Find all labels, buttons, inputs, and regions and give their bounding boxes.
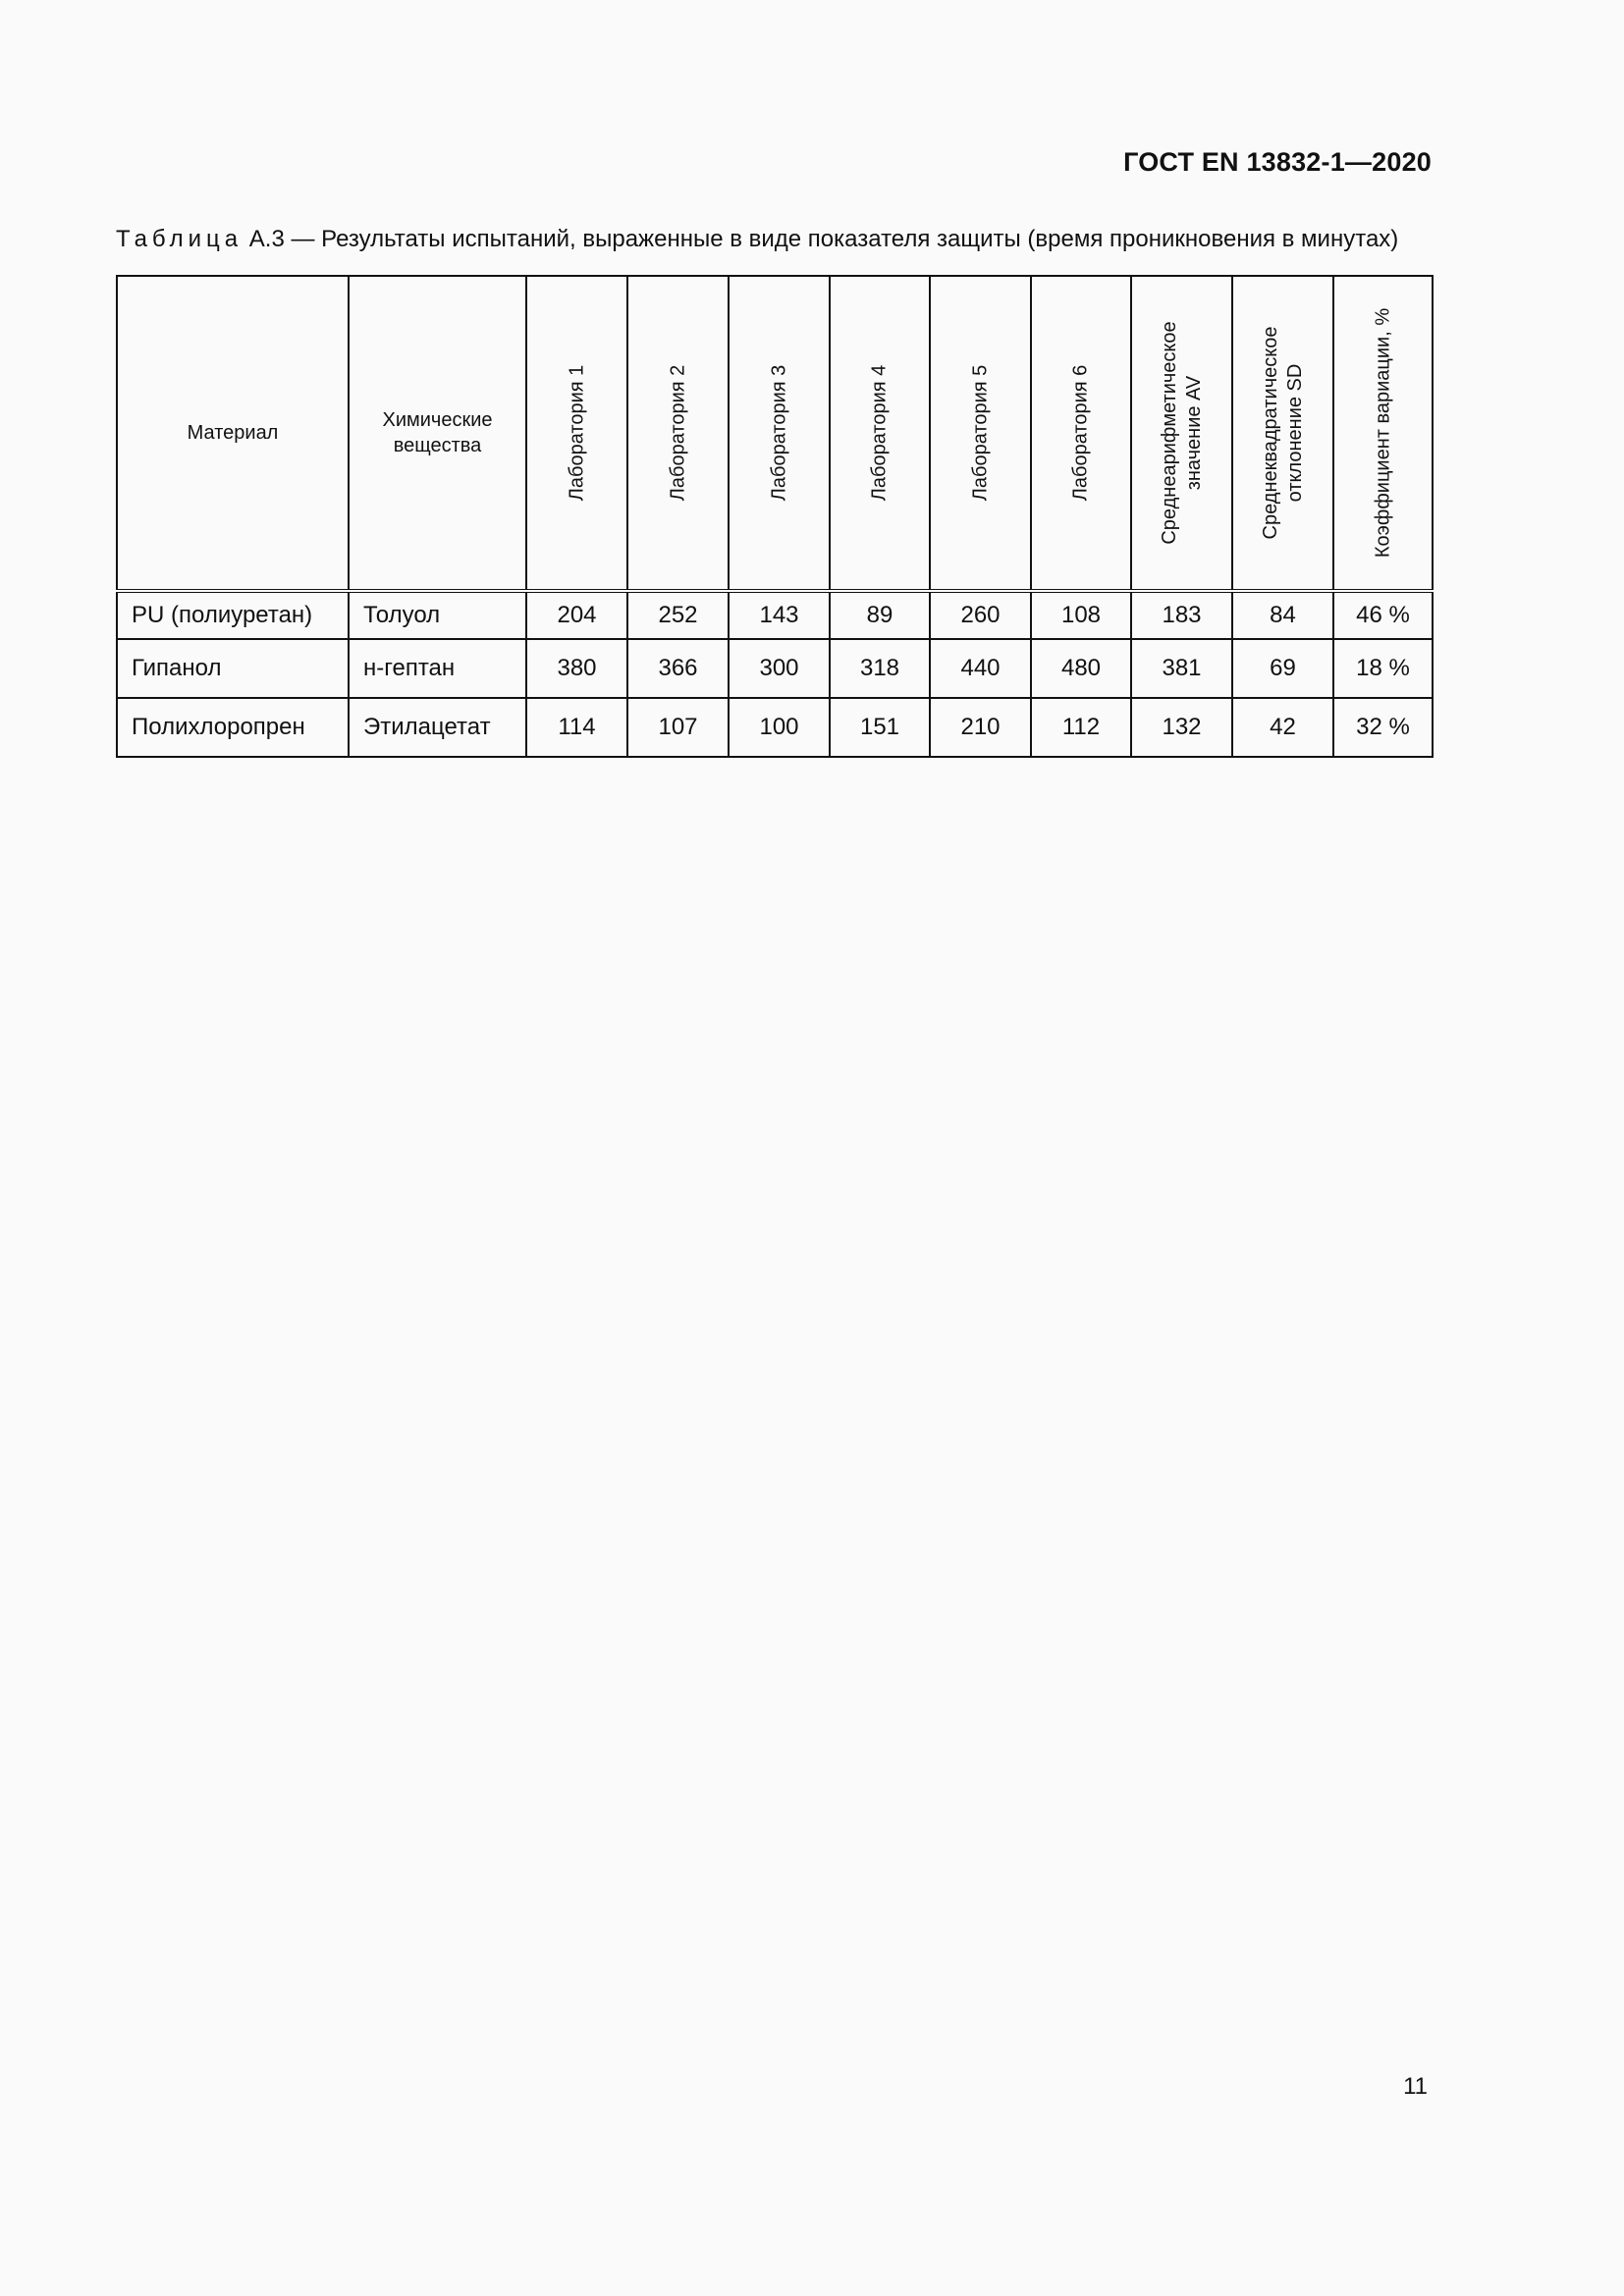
column-header-lab-1 — [526, 276, 627, 591]
column-header-variation — [1333, 276, 1433, 591]
cell-average: 381 — [1131, 639, 1232, 698]
cell-material: PU (полиуретан) — [117, 591, 349, 639]
column-header-lab-3 — [729, 276, 830, 591]
column-header-lab-4 — [830, 276, 930, 591]
cell-average: 183 — [1131, 591, 1232, 639]
column-header-std-dev — [1232, 276, 1333, 591]
table-caption-text: — Результаты испытаний, выраженные в виде показателя защиты (время проникновения в минутах) — [284, 226, 1399, 252]
table-caption-number: А.3 — [248, 226, 285, 252]
cell-lab-4: 89 — [830, 591, 930, 639]
cell-lab-2: 107 — [627, 698, 729, 757]
cell-lab-3: 143 — [729, 591, 830, 639]
table-row — [117, 591, 1433, 639]
column-header-variation-label: Коэффициент вариации, % — [1372, 307, 1393, 559]
column-header-average-label: Среднеарифметическое значение AV — [1158, 321, 1205, 545]
cell-lab-5: 260 — [930, 591, 1031, 639]
document-code: ГОСТ EN 13832-1—2020 — [1123, 147, 1432, 177]
cell-chemical: Этилацетат — [349, 698, 526, 757]
cell-variation: 18 % — [1333, 639, 1433, 698]
cell-chemical: Толуол — [349, 591, 526, 639]
cell-lab-5: 440 — [930, 639, 1031, 698]
cell-chemical: н-гептан — [349, 639, 526, 698]
cell-lab-3: 100 — [729, 698, 830, 757]
table-caption — [116, 226, 1432, 253]
column-header-lab-3-label: Лаборатория 3 — [768, 364, 789, 502]
cell-std-dev: 69 — [1232, 639, 1333, 698]
column-header-average — [1131, 276, 1232, 591]
cell-material: Гипанол — [117, 639, 349, 698]
column-header-lab-1-label: Лаборатория 1 — [566, 364, 587, 502]
page-number: 11 — [1403, 2073, 1428, 2100]
cell-lab-6: 108 — [1031, 591, 1131, 639]
column-header-lab-6 — [1031, 276, 1131, 591]
cell-std-dev: 84 — [1232, 591, 1333, 639]
cell-lab-1: 204 — [526, 591, 627, 639]
cell-average: 132 — [1131, 698, 1232, 757]
column-header-lab-2-label: Лаборатория 2 — [667, 364, 688, 502]
column-header-chemicals: Химические вещества — [349, 276, 526, 591]
cell-lab-2: 252 — [627, 591, 729, 639]
cell-variation: 32 % — [1333, 698, 1433, 757]
table-row — [117, 698, 1433, 757]
column-header-material: Материал — [117, 276, 349, 591]
column-header-std-dev-label: Среднеквадратическое отклонение SD — [1259, 326, 1306, 540]
table-header-row — [117, 276, 1433, 591]
cell-lab-1: 380 — [526, 639, 627, 698]
column-header-lab-5 — [930, 276, 1031, 591]
cell-lab-6: 112 — [1031, 698, 1131, 757]
cell-variation: 46 % — [1333, 591, 1433, 639]
cell-lab-5: 210 — [930, 698, 1031, 757]
cell-lab-3: 300 — [729, 639, 830, 698]
cell-lab-6: 480 — [1031, 639, 1131, 698]
table-row — [117, 639, 1433, 698]
cell-material: Полихлоропрен — [117, 698, 349, 757]
column-header-lab-6-label: Лаборатория 6 — [1069, 364, 1092, 502]
column-header-lab-5-label: Лаборатория 5 — [969, 364, 991, 502]
column-header-lab-4-label: Лаборатория 4 — [868, 364, 891, 502]
table-caption-prefix: Таблица — [116, 226, 244, 252]
cell-lab-1: 114 — [526, 698, 627, 757]
cell-lab-4: 151 — [830, 698, 930, 757]
cell-lab-4: 318 — [830, 639, 930, 698]
results-table — [116, 275, 1434, 758]
column-header-lab-2 — [627, 276, 729, 591]
cell-std-dev: 42 — [1232, 698, 1333, 757]
cell-lab-2: 366 — [627, 639, 729, 698]
